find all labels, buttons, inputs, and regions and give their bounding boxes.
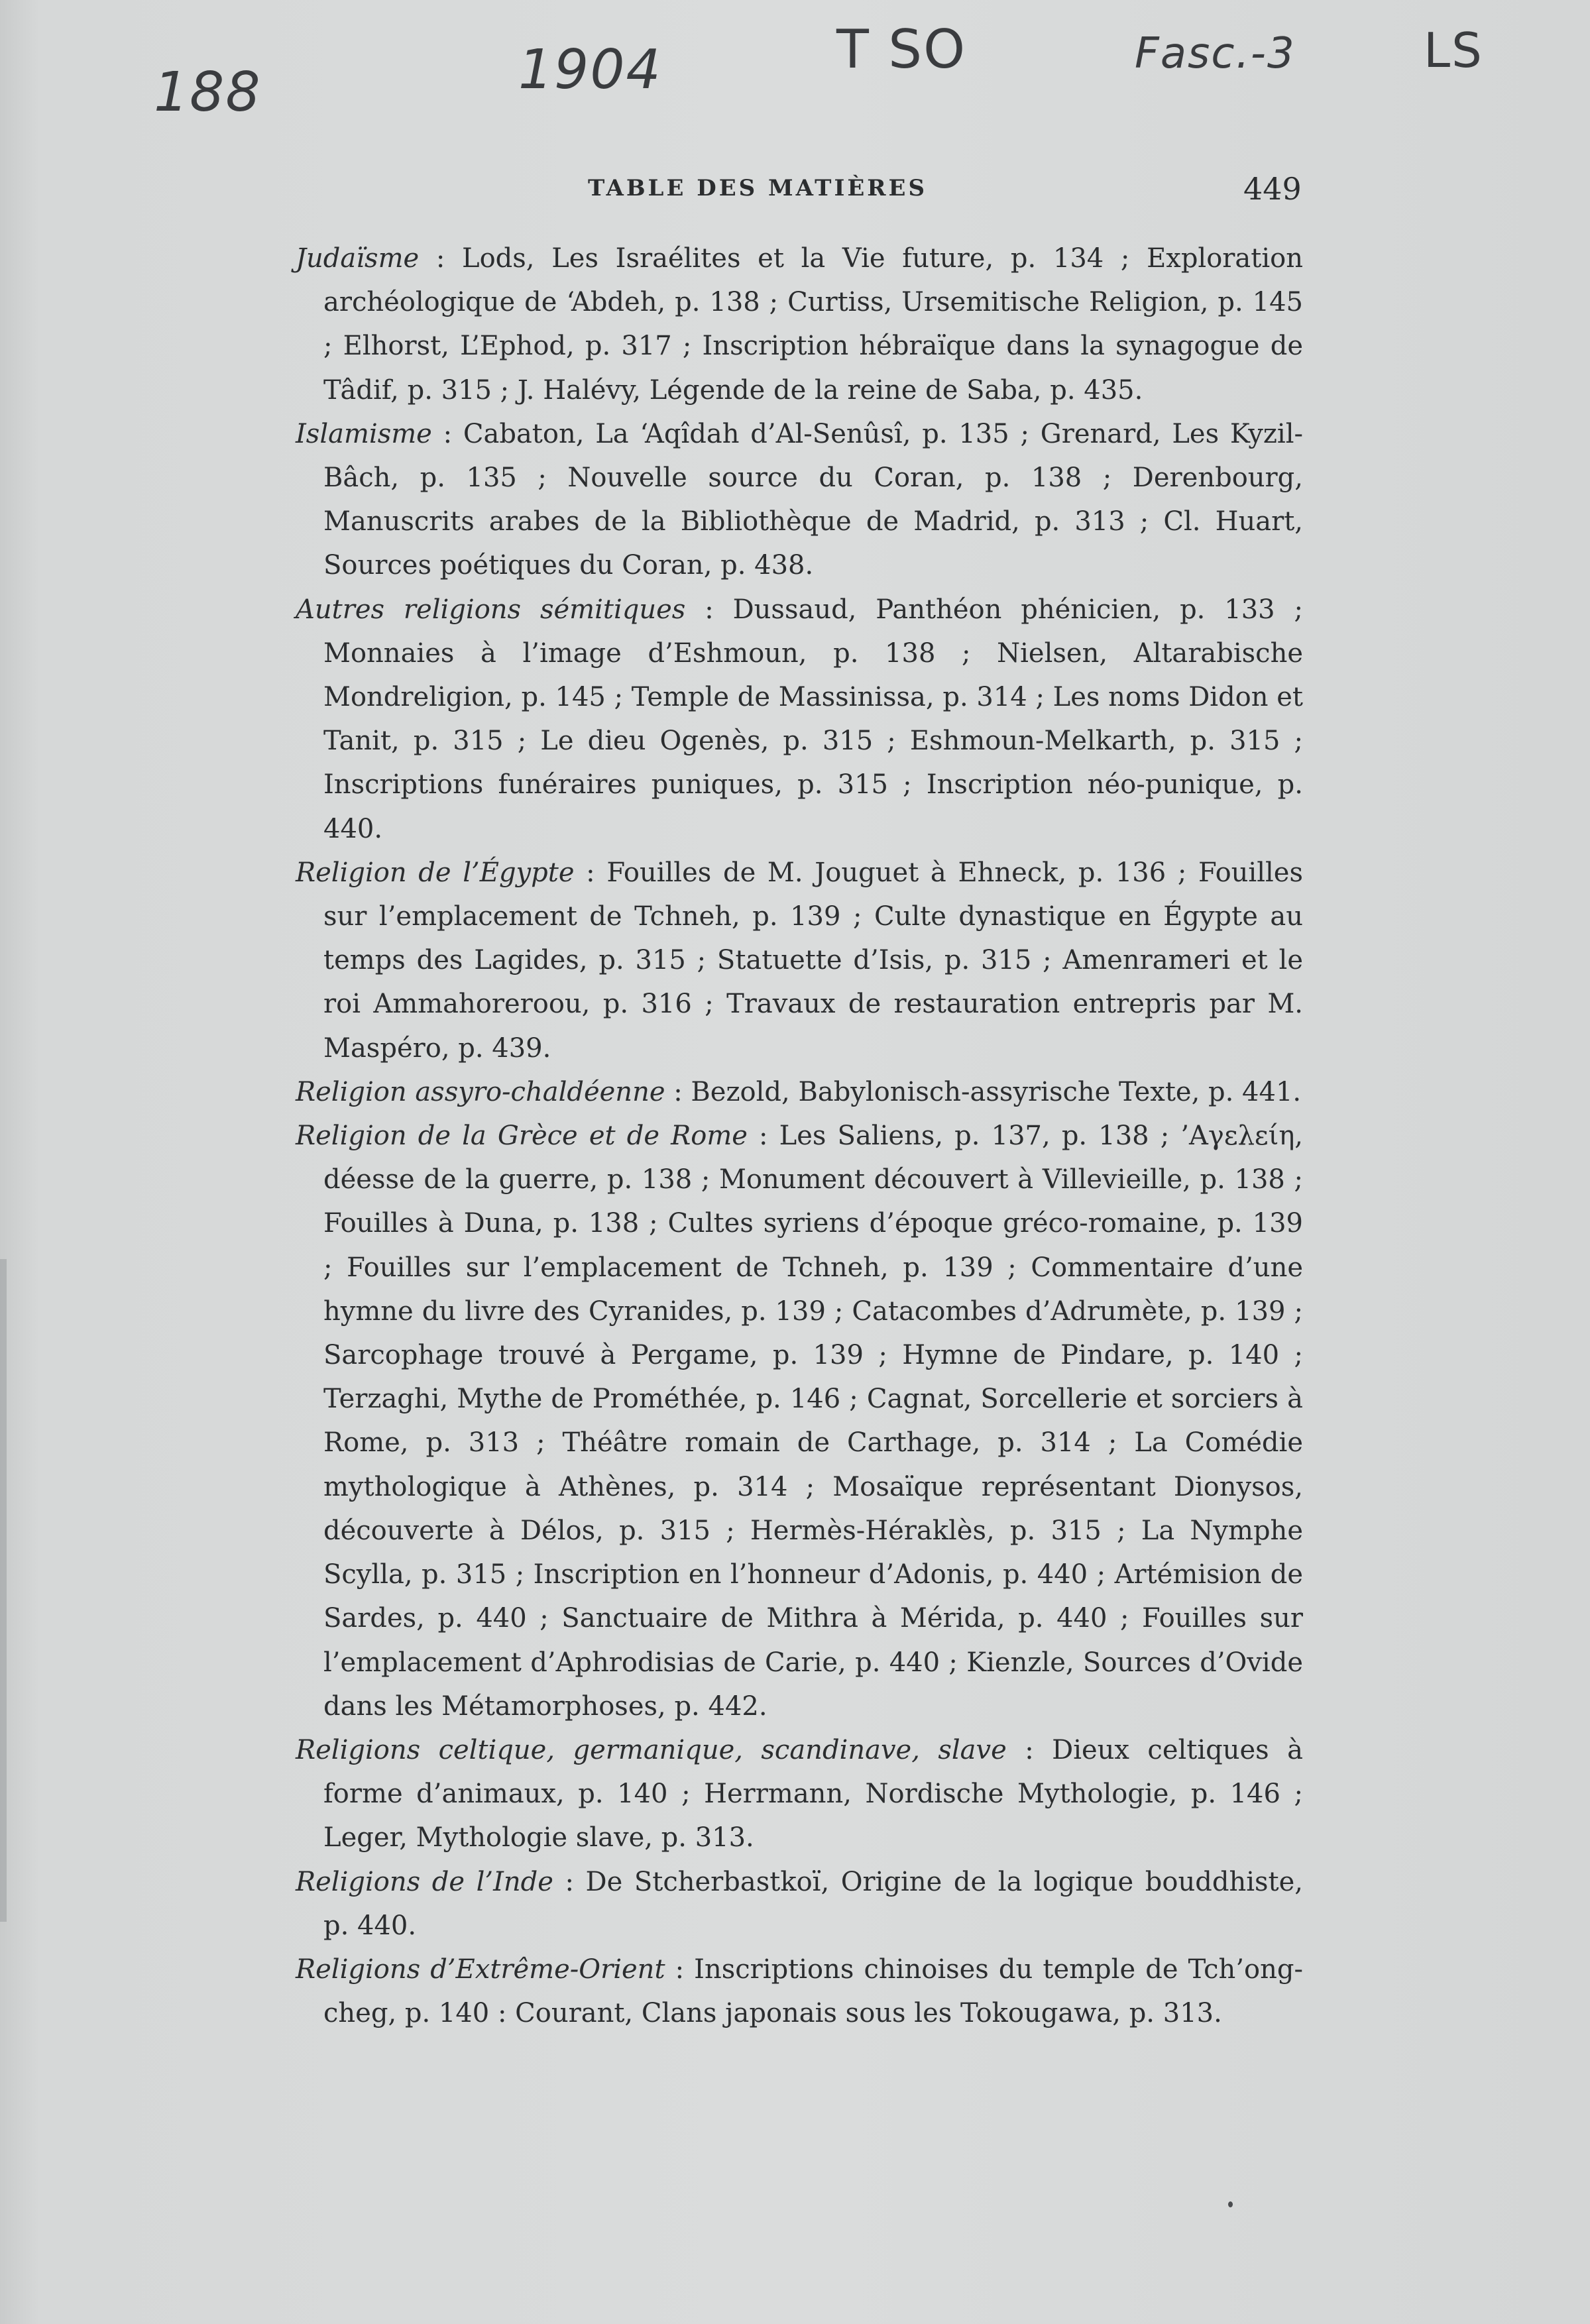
index-entry [296, 1114, 1303, 1728]
entry-text: : De Stcherbastkoï, Origine de la logique bouddhiste, p. 440. [323, 1866, 1303, 1941]
entry-label: Autres religions sémitiques [296, 594, 686, 625]
entry-label: Religion de l’Égypte [296, 857, 575, 888]
page-header [0, 171, 1590, 211]
handwritten-note-3: T SO [836, 19, 967, 80]
handwritten-note-4: Fasc.-3 [1135, 29, 1296, 78]
running-title: TABLE DES MATIÈRES [588, 175, 928, 201]
index-entry [296, 851, 1303, 1070]
index-entry [296, 237, 1303, 412]
handwritten-note-2: 1904 [518, 38, 662, 101]
entry-text: : Dussaud, Panthéon phénicien, p. 133 ; Monnaies à l’image d’Eshmoun, p. 138 ; Nielsen, Altarabische Mondreligion, p. 145 ; Temple de Massinissa, p. 314 ; Les noms Didon et Tanit, p. 315 ; Le dieu Ogenès, p. 315 ; Eshmoun-Melkarth, p. 315 ; Inscriptions funéraires puniques, p. 315 ; Inscription néo-punique, p. 440. [323, 594, 1303, 844]
index-entry [296, 1070, 1303, 1114]
index-entry [296, 1860, 1303, 1948]
entry-label: Religion de la Grèce et de Rome [296, 1121, 748, 1152]
index-entry [296, 1948, 1303, 2035]
page-gutter-shadow [0, 1259, 7, 1922]
entry-label: Judaïsme [296, 243, 420, 274]
page-number: 449 [1243, 171, 1302, 207]
index-entry [296, 588, 1303, 851]
entry-label: Islamisme [296, 418, 432, 449]
entry-label: Religions celtique, germanique, scandinave, slave [296, 1734, 1007, 1765]
entry-text: : Dieux celtiques à forme d’animaux, p. 140 ; Herrmann, Nordische Mythologie, p. 146 ; Leger, Mythologie slave, p. 313. [323, 1734, 1303, 1854]
entry-text: : Les Saliens, p. 137, p. 138 ; ’Αγελείη, déesse de la guerre, p. 138 ; Monument découvert à Villevieille, p. 138 ; Fouilles à Duna, p. 138 ; Cultes syriens d’époque gréco-romaine, p. 139 ; Fouilles sur l’emplacement de Tchneh, p. 139 ; Commentaire d’une hymne du livre des Cyranides, p. 139 ; Catacombes d’Adrumète, p. 139 ; Sarcophage trouvé à Pergame, p. 139 ; Hymne de Pindare, p. 140 ; Terzaghi, Mythe de Prométhée, p. 146 ; Cagnat, Sorcellerie et sorciers à Rome, p. 313 ; Théâtre romain de Carthage, p. 314 ; La Comédie mythologique à Athènes, p. 314 ; Mosaïque représentant Dionysos, découverte à Délos, p. 315 ; Hermès-Héraklès, p. 315 ; La Nymphe Scylla, p. 315 ; Inscription en l’honneur d’Adonis, p. 440 ; Artémision de Sardes, p. 440 ; Sanctuaire de Mithra à Mérida, p. 440 ; Fouilles sur l’emplacement d’Aphrodisias de Carie, p. 440 ; Kienzle, Sources d’Ovide dans les Métamorphoses, p. 442. [323, 1121, 1304, 1722]
ink-speck [1228, 2201, 1233, 2207]
handwritten-note-5: LS [1424, 23, 1483, 78]
index-entry [296, 1728, 1303, 1860]
entry-text: : Cabaton, La ‘Aqîdah d’Al-Senûsî, p. 135 ; Grenard, Les Kyzil-Bâch, p. 135 ; Nouvelle source du Coran, p. 138 ; Derenbourg, Manuscrits arabes de la Bibliothèque de Madrid, p. 313 ; Cl. Huart, Sources poétiques du Coran, p. 438. [323, 418, 1303, 581]
entry-label: Religion assyro-chaldéenne [296, 1076, 665, 1107]
index-entries [296, 237, 1303, 2035]
entry-label: Religions d’Extrême-Orient [296, 1954, 665, 1985]
entry-label: Religions de l’Inde [296, 1866, 553, 1897]
entry-text: : Bezold, Babylonisch-assyrische Texte, p. 441. [665, 1076, 1302, 1107]
entry-text: : Fouilles de M. Jouguet à Ehneck, p. 136 ; Fouilles sur l’emplacement de Tchneh, p. 139 ; Culte dynastique en Égypte au temps des Lagides, p. 315 ; Statuette d’Isis, p. 315 ; Amenrameri et le roi Ammahoreroou, p. 316 ; Travaux de restauration entrepris par M. Maspéro, p. 439. [323, 857, 1303, 1064]
handwritten-note-1: 188 [154, 61, 262, 124]
index-entry [296, 412, 1303, 588]
entry-text: : Lods, Les Israélites et la Vie future, p. 134 ; Exploration archéologique de ‘Abdeh, p. 138 ; Curtiss, Ursemitische Religion, p. 145 ; Elhorst, L’Ephod, p. 317 ; Inscription hébraïque dans la synagogue de Tâdif, p. 315 ; J. Halévy, Légende de la reine de Saba, p. 435. [323, 243, 1303, 406]
entry-text: : Inscriptions chinoises du temple de Tch’ong-cheg, p. 140 : Courant, Clans japonais sous les Tokougawa, p. 313. [323, 1954, 1303, 2029]
